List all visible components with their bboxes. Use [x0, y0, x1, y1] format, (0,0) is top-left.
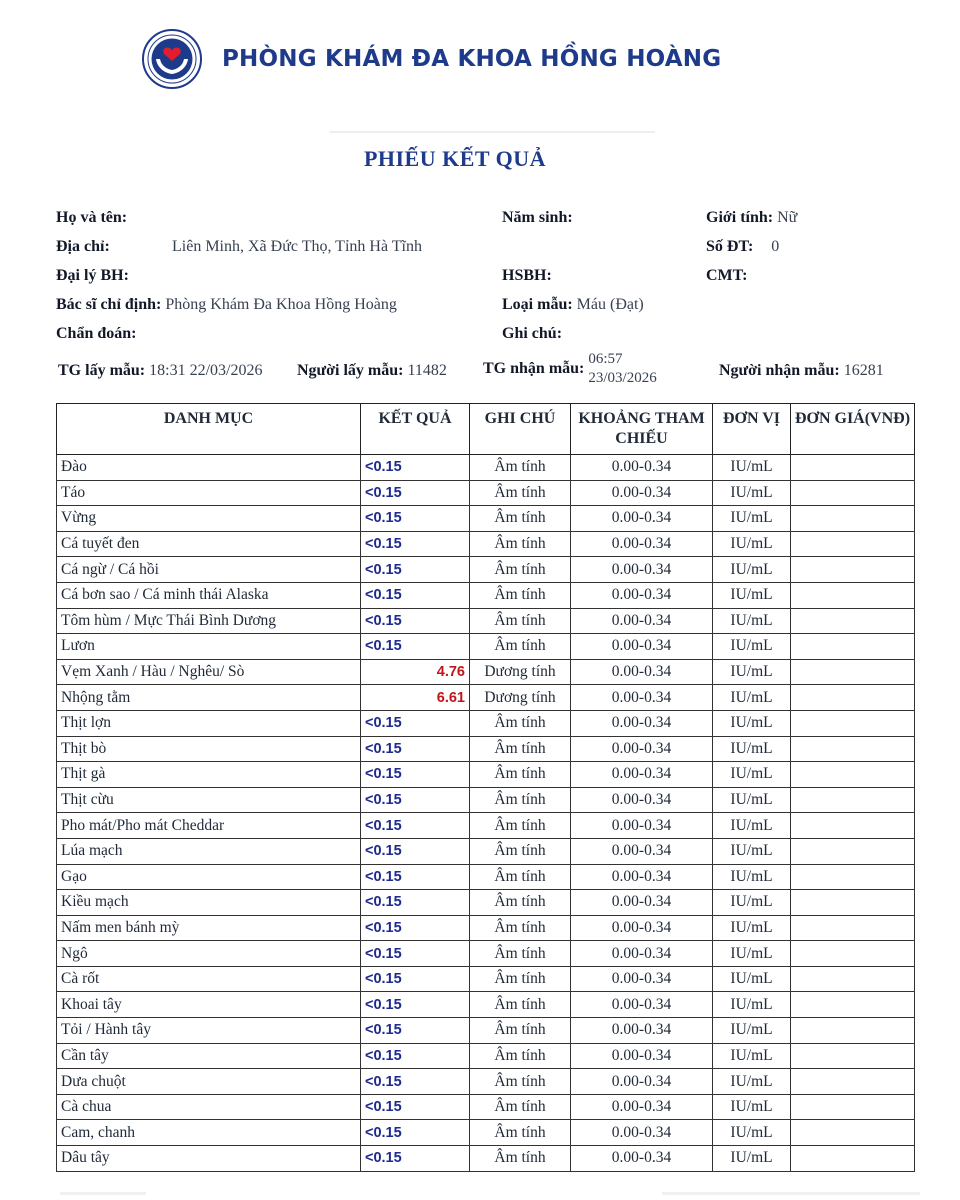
row-result: <0.15	[361, 1120, 470, 1146]
row-range: 0.00-0.34	[571, 1043, 713, 1069]
receive-time-label: TG nhận mẫu:	[483, 360, 585, 377]
table-row	[57, 864, 915, 890]
row-price	[791, 608, 915, 634]
row-unit: IU/mL	[713, 1018, 791, 1044]
address-field	[56, 238, 110, 256]
hsbh-label: HSBH:	[502, 267, 552, 284]
row-unit: IU/mL	[713, 736, 791, 762]
row-range: 0.00-0.34	[571, 915, 713, 941]
clinic-header	[142, 28, 721, 90]
row-note: Âm tính	[470, 1069, 571, 1095]
row-unit: IU/mL	[713, 966, 791, 992]
row-price	[791, 1094, 915, 1120]
row-note: Âm tính	[470, 736, 571, 762]
insurance-agent-field	[56, 267, 129, 285]
table-row	[57, 838, 915, 864]
row-price	[791, 864, 915, 890]
row-unit: IU/mL	[713, 582, 791, 608]
receiver-value: 16281	[843, 362, 884, 379]
collector-field	[297, 362, 447, 380]
row-item: Thịt cừu	[57, 787, 361, 813]
table-row	[57, 659, 915, 685]
row-unit: IU/mL	[713, 787, 791, 813]
page-title: PHIẾU KẾT QUẢ	[363, 146, 547, 171]
row-note: Âm tính	[470, 864, 571, 890]
row-item: Cá bơn sao / Cá minh thái Alaska	[57, 582, 361, 608]
row-result: <0.15	[361, 1094, 470, 1120]
sample-type-value: Máu (Đạt)	[576, 296, 644, 313]
row-unit: IU/mL	[713, 1094, 791, 1120]
row-result: <0.15	[361, 1146, 470, 1172]
table-row	[57, 480, 915, 506]
row-price	[791, 557, 915, 583]
row-item: Tôm hùm / Mực Thái Bình Dương	[57, 608, 361, 634]
table-row	[57, 992, 915, 1018]
row-price	[791, 890, 915, 916]
row-item: Vừng	[57, 506, 361, 532]
sample-type-field	[502, 296, 644, 314]
row-price	[791, 634, 915, 660]
table-row	[57, 813, 915, 839]
row-result: <0.15	[361, 813, 470, 839]
row-item: Lúa mạch	[57, 838, 361, 864]
row-result: <0.15	[361, 864, 470, 890]
row-result: 6.61	[361, 685, 470, 711]
row-range: 0.00-0.34	[571, 813, 713, 839]
row-range: 0.00-0.34	[571, 941, 713, 967]
gender-label: Giới tính:	[706, 209, 774, 226]
row-unit: IU/mL	[713, 992, 791, 1018]
hsbh-field	[502, 267, 552, 285]
table-row	[57, 710, 915, 736]
table-row	[57, 557, 915, 583]
row-unit: IU/mL	[713, 506, 791, 532]
col-header-price: ĐƠN GIÁ(VNĐ)	[791, 404, 915, 455]
row-range: 0.00-0.34	[571, 531, 713, 557]
row-unit: IU/mL	[713, 608, 791, 634]
note-label: Ghi chú:	[502, 325, 563, 342]
row-item: Khoai tây	[57, 992, 361, 1018]
note-field	[502, 325, 562, 343]
row-price	[791, 915, 915, 941]
table-row	[57, 1018, 915, 1044]
row-result: <0.15	[361, 557, 470, 583]
table-row	[57, 531, 915, 557]
birth-field	[502, 209, 573, 227]
row-unit: IU/mL	[713, 813, 791, 839]
table-row	[57, 787, 915, 813]
table-header-row	[57, 404, 915, 455]
gender-field	[706, 209, 797, 227]
row-unit: IU/mL	[713, 659, 791, 685]
row-range: 0.00-0.34	[571, 608, 713, 634]
row-price	[791, 992, 915, 1018]
row-note: Âm tính	[470, 1094, 571, 1120]
row-unit: IU/mL	[713, 685, 791, 711]
row-note: Âm tính	[470, 557, 571, 583]
row-range: 0.00-0.34	[571, 634, 713, 660]
row-result: <0.15	[361, 480, 470, 506]
row-note: Âm tính	[470, 787, 571, 813]
row-unit: IU/mL	[713, 1146, 791, 1172]
row-result: <0.15	[361, 762, 470, 788]
row-result: <0.15	[361, 890, 470, 916]
table-row	[57, 582, 915, 608]
row-price	[791, 941, 915, 967]
row-range: 0.00-0.34	[571, 787, 713, 813]
row-price	[791, 736, 915, 762]
phone-value: 0	[771, 238, 780, 255]
caring-hands-heart-icon	[142, 29, 202, 89]
table-row	[57, 685, 915, 711]
row-unit: IU/mL	[713, 864, 791, 890]
row-note: Âm tính	[470, 838, 571, 864]
row-note: Âm tính	[470, 506, 571, 532]
row-price	[791, 582, 915, 608]
row-item: Cần tây	[57, 1043, 361, 1069]
row-range: 0.00-0.34	[571, 1094, 713, 1120]
table-row	[57, 634, 915, 660]
footer-divider	[60, 1192, 920, 1195]
row-price	[791, 762, 915, 788]
row-price	[791, 1069, 915, 1095]
divider	[330, 131, 655, 133]
row-result: <0.15	[361, 966, 470, 992]
row-note: Âm tính	[470, 710, 571, 736]
row-item: Nhộng tằm	[57, 685, 361, 711]
row-unit: IU/mL	[713, 1069, 791, 1095]
row-item: Gạo	[57, 864, 361, 890]
row-item: Táo	[57, 480, 361, 506]
table-row	[57, 1069, 915, 1095]
row-item: Đào	[57, 455, 361, 481]
collect-time-value: 18:31 22/03/2026	[149, 362, 263, 379]
row-price	[791, 787, 915, 813]
row-unit: IU/mL	[713, 838, 791, 864]
row-range: 0.00-0.34	[571, 710, 713, 736]
row-price	[791, 480, 915, 506]
row-price	[791, 966, 915, 992]
name-label: Họ và tên:	[56, 209, 128, 226]
row-note: Âm tính	[470, 992, 571, 1018]
birth-label: Năm sinh:	[502, 209, 573, 226]
table-row	[57, 1120, 915, 1146]
row-result: <0.15	[361, 506, 470, 532]
row-note: Âm tính	[470, 1120, 571, 1146]
phone-field	[706, 238, 779, 256]
row-range: 0.00-0.34	[571, 1069, 713, 1095]
row-unit: IU/mL	[713, 455, 791, 481]
gender-value: Nữ	[777, 209, 798, 226]
row-note: Âm tính	[470, 1043, 571, 1069]
row-note: Âm tính	[470, 941, 571, 967]
row-range: 0.00-0.34	[571, 582, 713, 608]
row-result: <0.15	[361, 582, 470, 608]
row-price	[791, 506, 915, 532]
row-result: <0.15	[361, 915, 470, 941]
table-row	[57, 455, 915, 481]
row-range: 0.00-0.34	[571, 557, 713, 583]
row-price	[791, 531, 915, 557]
row-item: Kiều mạch	[57, 890, 361, 916]
row-unit: IU/mL	[713, 762, 791, 788]
row-note: Âm tính	[470, 813, 571, 839]
table-row	[57, 1043, 915, 1069]
row-note: Âm tính	[470, 890, 571, 916]
row-note: Âm tính	[470, 608, 571, 634]
sample-type-label: Loại mẫu:	[502, 296, 573, 313]
doctor-value: Phòng Khám Đa Khoa Hồng Hoàng	[165, 296, 397, 313]
row-range: 0.00-0.34	[571, 966, 713, 992]
collector-value: 11482	[407, 362, 447, 379]
row-item: Lươn	[57, 634, 361, 660]
address-label: Địa chỉ:	[56, 238, 110, 255]
col-header-item: DANH MỤC	[57, 404, 361, 455]
row-result: <0.15	[361, 1018, 470, 1044]
row-range: 0.00-0.34	[571, 1018, 713, 1044]
row-item: Dưa chuột	[57, 1069, 361, 1095]
row-price	[791, 685, 915, 711]
collect-time-label: TG lấy mẫu:	[58, 362, 146, 379]
row-unit: IU/mL	[713, 1120, 791, 1146]
row-note: Âm tính	[470, 582, 571, 608]
row-unit: IU/mL	[713, 890, 791, 916]
row-item: Thịt gà	[57, 762, 361, 788]
row-price	[791, 1018, 915, 1044]
row-note: Âm tính	[470, 455, 571, 481]
id-label: CMT:	[706, 267, 748, 284]
row-price	[791, 659, 915, 685]
table-row	[57, 608, 915, 634]
row-unit: IU/mL	[713, 480, 791, 506]
table-row	[57, 506, 915, 532]
row-result: <0.15	[361, 634, 470, 660]
row-item: Cà rốt	[57, 966, 361, 992]
row-result: <0.15	[361, 1069, 470, 1095]
clinic-name: PHÒNG KHÁM ĐA KHOA HỒNG HOÀNG	[222, 46, 722, 72]
row-range: 0.00-0.34	[571, 1120, 713, 1146]
row-price	[791, 1146, 915, 1172]
row-item: Cá ngừ / Cá hồi	[57, 557, 361, 583]
receive-time-date: 23/03/2026	[588, 370, 657, 386]
col-header-note: GHI CHÚ	[470, 404, 571, 455]
row-note: Dương tính	[470, 659, 571, 685]
table-row	[57, 1146, 915, 1172]
receive-time-field	[483, 350, 657, 388]
row-result: <0.15	[361, 992, 470, 1018]
collect-time-field	[58, 362, 262, 380]
row-result: <0.15	[361, 838, 470, 864]
diagnosis-field	[56, 325, 136, 343]
row-price	[791, 813, 915, 839]
receive-time-hour: 06:57	[588, 351, 623, 367]
row-unit: IU/mL	[713, 941, 791, 967]
row-result: <0.15	[361, 787, 470, 813]
table-row	[57, 941, 915, 967]
row-note: Âm tính	[470, 762, 571, 788]
row-note: Âm tính	[470, 480, 571, 506]
row-range: 0.00-0.34	[571, 1146, 713, 1172]
row-result: <0.15	[361, 736, 470, 762]
receiver-label: Người nhận mẫu:	[719, 362, 840, 379]
id-field	[706, 267, 747, 285]
row-result: <0.15	[361, 1043, 470, 1069]
doctor-label: Bác sĩ chỉ định:	[56, 296, 162, 313]
row-item: Cá tuyết đen	[57, 531, 361, 557]
row-item: Cam, chanh	[57, 1120, 361, 1146]
row-range: 0.00-0.34	[571, 838, 713, 864]
row-price	[791, 1043, 915, 1069]
row-price	[791, 455, 915, 481]
row-item: Dâu tây	[57, 1146, 361, 1172]
row-item: Pho mát/Pho mát Cheddar	[57, 813, 361, 839]
row-item: Vẹm Xanh / Hàu / Nghêu/ Sò	[57, 659, 361, 685]
row-range: 0.00-0.34	[571, 992, 713, 1018]
name-field	[56, 209, 127, 227]
row-note: Âm tính	[470, 531, 571, 557]
receiver-field	[719, 362, 884, 380]
row-note: Âm tính	[470, 634, 571, 660]
row-price	[791, 1120, 915, 1146]
row-range: 0.00-0.34	[571, 455, 713, 481]
row-price	[791, 710, 915, 736]
row-item: Tỏi / Hành tây	[57, 1018, 361, 1044]
row-note: Âm tính	[470, 915, 571, 941]
row-result: <0.15	[361, 608, 470, 634]
collector-label: Người lấy mẫu:	[297, 362, 404, 379]
row-unit: IU/mL	[713, 531, 791, 557]
row-result: <0.15	[361, 710, 470, 736]
insurance-agent-label: Đại lý BH:	[56, 267, 129, 284]
row-note: Âm tính	[470, 1018, 571, 1044]
col-header-range: KHOẢNG THAM CHIẾU	[571, 404, 713, 455]
doctor-field	[56, 296, 397, 314]
table-row	[57, 966, 915, 992]
receive-time-value	[588, 350, 656, 388]
row-result: <0.15	[361, 531, 470, 557]
row-unit: IU/mL	[713, 710, 791, 736]
row-price	[791, 838, 915, 864]
table-row	[57, 915, 915, 941]
row-note: Âm tính	[470, 966, 571, 992]
col-header-unit: ĐƠN VỊ	[713, 404, 791, 455]
row-item: Thịt lợn	[57, 710, 361, 736]
row-range: 0.00-0.34	[571, 762, 713, 788]
row-range: 0.00-0.34	[571, 506, 713, 532]
results-table	[56, 403, 915, 1172]
row-item: Nấm men bánh mỳ	[57, 915, 361, 941]
row-unit: IU/mL	[713, 557, 791, 583]
table-row	[57, 890, 915, 916]
row-range: 0.00-0.34	[571, 890, 713, 916]
table-row	[57, 762, 915, 788]
phone-label: Số ĐT:	[706, 238, 754, 255]
row-unit: IU/mL	[713, 1043, 791, 1069]
row-item: Thịt bò	[57, 736, 361, 762]
row-range: 0.00-0.34	[571, 864, 713, 890]
row-result: <0.15	[361, 455, 470, 481]
row-range: 0.00-0.34	[571, 685, 713, 711]
row-unit: IU/mL	[713, 915, 791, 941]
table-row	[57, 1094, 915, 1120]
table-row	[57, 736, 915, 762]
row-result: 4.76	[361, 659, 470, 685]
row-unit: IU/mL	[713, 634, 791, 660]
row-item: Ngô	[57, 941, 361, 967]
row-note: Âm tính	[470, 1146, 571, 1172]
row-range: 0.00-0.34	[571, 659, 713, 685]
address-value: Liên Minh, Xã Đức Thọ, Tỉnh Hà Tĩnh	[172, 238, 422, 255]
row-range: 0.00-0.34	[571, 480, 713, 506]
diagnosis-label: Chẩn đoán:	[56, 325, 137, 342]
row-range: 0.00-0.34	[571, 736, 713, 762]
row-item: Cà chua	[57, 1094, 361, 1120]
col-header-result: KẾT QUẢ	[361, 404, 470, 455]
row-result: <0.15	[361, 941, 470, 967]
row-note: Dương tính	[470, 685, 571, 711]
